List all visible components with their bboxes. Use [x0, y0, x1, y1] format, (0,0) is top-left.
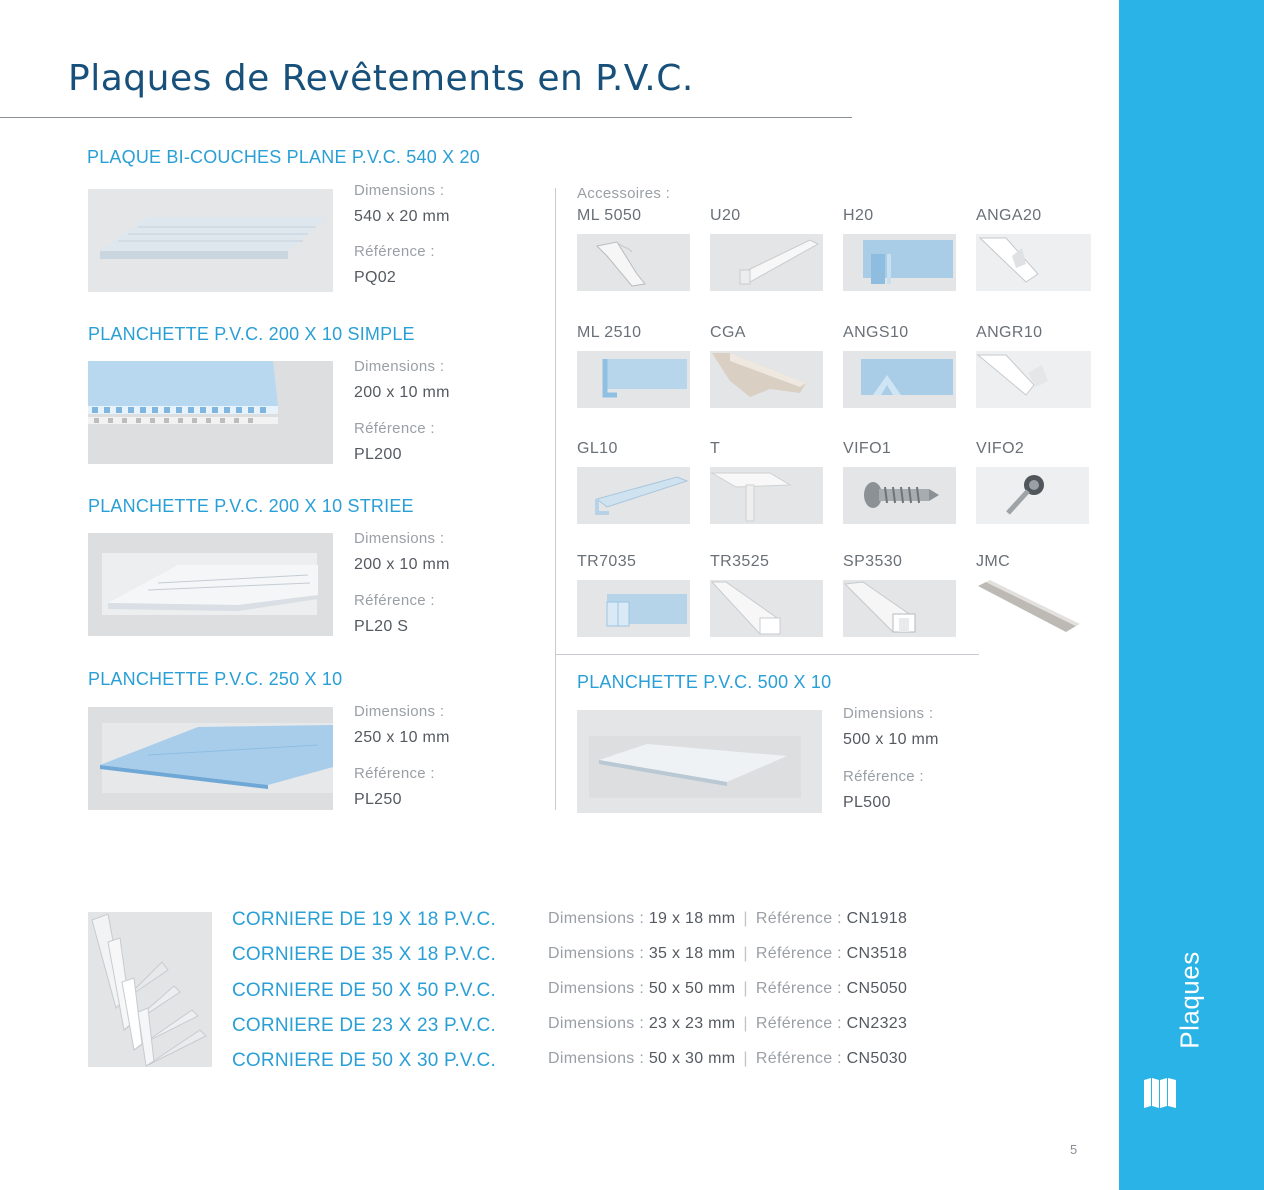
- dimensions-value: 50 x 30 mm: [648, 1050, 736, 1067]
- accessory-code: VIFO1: [843, 440, 892, 457]
- reference-value: PQ02: [354, 269, 397, 286]
- dimensions-value: 200 x 10 mm: [354, 384, 450, 401]
- dimensions-label: Dimensions :: [354, 530, 445, 547]
- dimensions-value: 500 x 10 mm: [843, 731, 939, 748]
- product-title: PLANCHETTE P.V.C. 200 X 10 SIMPLE: [88, 324, 415, 344]
- accessory-image: [710, 351, 823, 408]
- product-image: [88, 189, 333, 292]
- product-image: [88, 707, 333, 810]
- panels-icon: [1143, 1076, 1177, 1110]
- dimensions-label: Dimensions :: [548, 1015, 645, 1032]
- accessory-image: [577, 580, 690, 637]
- accessory-image: [577, 467, 690, 524]
- reference-label: Référence :: [755, 1050, 842, 1067]
- product-image: [88, 533, 333, 636]
- reference-label: Référence :: [354, 592, 435, 609]
- column-divider: [555, 188, 556, 810]
- accessory-image: [843, 580, 956, 637]
- dimensions-label: Dimensions :: [548, 910, 645, 927]
- corniere-title: CORNIERE DE 50 X 30 P.V.C.: [232, 1050, 496, 1071]
- separator: |: [743, 1050, 748, 1067]
- product-title: PLANCHETTE P.V.C. 500 X 10: [577, 672, 832, 692]
- accessory-code: T: [710, 440, 721, 457]
- accessories-label: Accessoires :: [577, 185, 671, 202]
- dimensions-label: Dimensions :: [843, 705, 934, 722]
- accessory-code: TR3525: [710, 553, 770, 570]
- dimensions-value: 50 x 50 mm: [648, 980, 736, 997]
- accessory-image: [976, 351, 1091, 408]
- accessory-code: ANGS10: [843, 324, 909, 341]
- separator: |: [743, 945, 748, 962]
- accessory-code: VIFO2: [976, 440, 1025, 457]
- reference-value: CN5050: [846, 980, 908, 997]
- accessory-image: [976, 467, 1089, 524]
- dimensions-value: 23 x 23 mm: [648, 1015, 736, 1032]
- accessory-code: JMC: [976, 553, 1011, 570]
- reference-value: CN5030: [846, 1050, 908, 1067]
- reference-value: CN1918: [846, 910, 908, 927]
- accessory-image: [843, 467, 956, 524]
- accessory-image: [577, 234, 690, 291]
- reference-label: Référence :: [354, 243, 435, 260]
- reference-value: PL250: [354, 791, 402, 808]
- dimensions-value: 250 x 10 mm: [354, 729, 450, 746]
- product-image: [88, 361, 333, 464]
- reference-label: Référence :: [843, 768, 924, 785]
- dimensions-value: 540 x 20 mm: [354, 208, 450, 225]
- accessory-image: [976, 580, 1089, 637]
- reference-value: CN2323: [846, 1015, 908, 1032]
- title-divider: [0, 117, 852, 118]
- accessory-code: H20: [843, 207, 874, 224]
- corniere-specs: [548, 1015, 907, 1033]
- reference-value: PL500: [843, 794, 891, 811]
- product-title: PLANCHETTE P.V.C. 200 X 10 STRIEE: [88, 496, 414, 516]
- reference-label: Référence :: [755, 1015, 842, 1032]
- corniere-specs: [548, 980, 907, 998]
- accessory-image: [577, 351, 690, 408]
- separator: |: [743, 980, 748, 997]
- reference-label: Référence :: [755, 910, 842, 927]
- accessory-code: ANGR10: [976, 324, 1043, 341]
- accessory-image: [710, 234, 823, 291]
- accessory-code: SP3530: [843, 553, 903, 570]
- accessory-code: ML 5050: [577, 207, 642, 224]
- dimensions-label: Dimensions :: [354, 358, 445, 375]
- reference-label: Référence :: [755, 980, 842, 997]
- section-divider: [555, 654, 979, 655]
- page-title: Plaques de Revêtements en P.V.C.: [68, 58, 694, 99]
- dimensions-label: Dimensions :: [548, 945, 645, 962]
- accessory-code: ANGA20: [976, 207, 1042, 224]
- dimensions-value: 35 x 18 mm: [648, 945, 736, 962]
- separator: |: [743, 910, 748, 927]
- separator: |: [743, 1015, 748, 1032]
- corniere-title: CORNIERE DE 19 X 18 P.V.C.: [232, 909, 496, 930]
- reference-value: CN3518: [846, 945, 908, 962]
- page-number: 5: [1070, 1142, 1078, 1157]
- product-image: [577, 710, 822, 813]
- corniere-title: CORNIERE DE 35 X 18 P.V.C.: [232, 944, 496, 965]
- accessory-image: [843, 234, 956, 291]
- sidebar-label: Plaques: [1174, 951, 1205, 1049]
- accessory-image: [976, 234, 1091, 291]
- reference-value: PL20 S: [354, 618, 409, 635]
- dimensions-label: Dimensions :: [354, 182, 445, 199]
- corniere-title: CORNIERE DE 50 X 50 P.V.C.: [232, 980, 496, 1001]
- reference-value: PL200: [354, 446, 402, 463]
- accessory-image: [710, 580, 823, 637]
- reference-label: Référence :: [354, 420, 435, 437]
- reference-label: Référence :: [354, 765, 435, 782]
- accessory-code: GL10: [577, 440, 618, 457]
- accessory-code: U20: [710, 207, 741, 224]
- dimensions-label: Dimensions :: [548, 980, 645, 997]
- dimensions-value: 19 x 18 mm: [648, 910, 736, 927]
- product-title: PLAQUE BI-COUCHES PLANE P.V.C. 540 X 20: [87, 147, 480, 167]
- dimensions-label: Dimensions :: [354, 703, 445, 720]
- corniere-image: [88, 912, 212, 1067]
- corniere-specs: [548, 945, 907, 963]
- product-title: PLANCHETTE P.V.C. 250 X 10: [88, 669, 343, 689]
- accessory-image: [843, 351, 956, 408]
- dimensions-label: Dimensions :: [548, 1050, 645, 1067]
- dimensions-value: 200 x 10 mm: [354, 556, 450, 573]
- corniere-specs: [548, 1050, 907, 1068]
- reference-label: Référence :: [755, 945, 842, 962]
- corniere-specs: [548, 910, 907, 928]
- accessory-code: TR7035: [577, 553, 637, 570]
- accessory-code: CGA: [710, 324, 746, 341]
- accessory-image: [710, 467, 823, 524]
- corniere-title: CORNIERE DE 23 X 23 P.V.C.: [232, 1015, 496, 1036]
- accessory-code: ML 2510: [577, 324, 642, 341]
